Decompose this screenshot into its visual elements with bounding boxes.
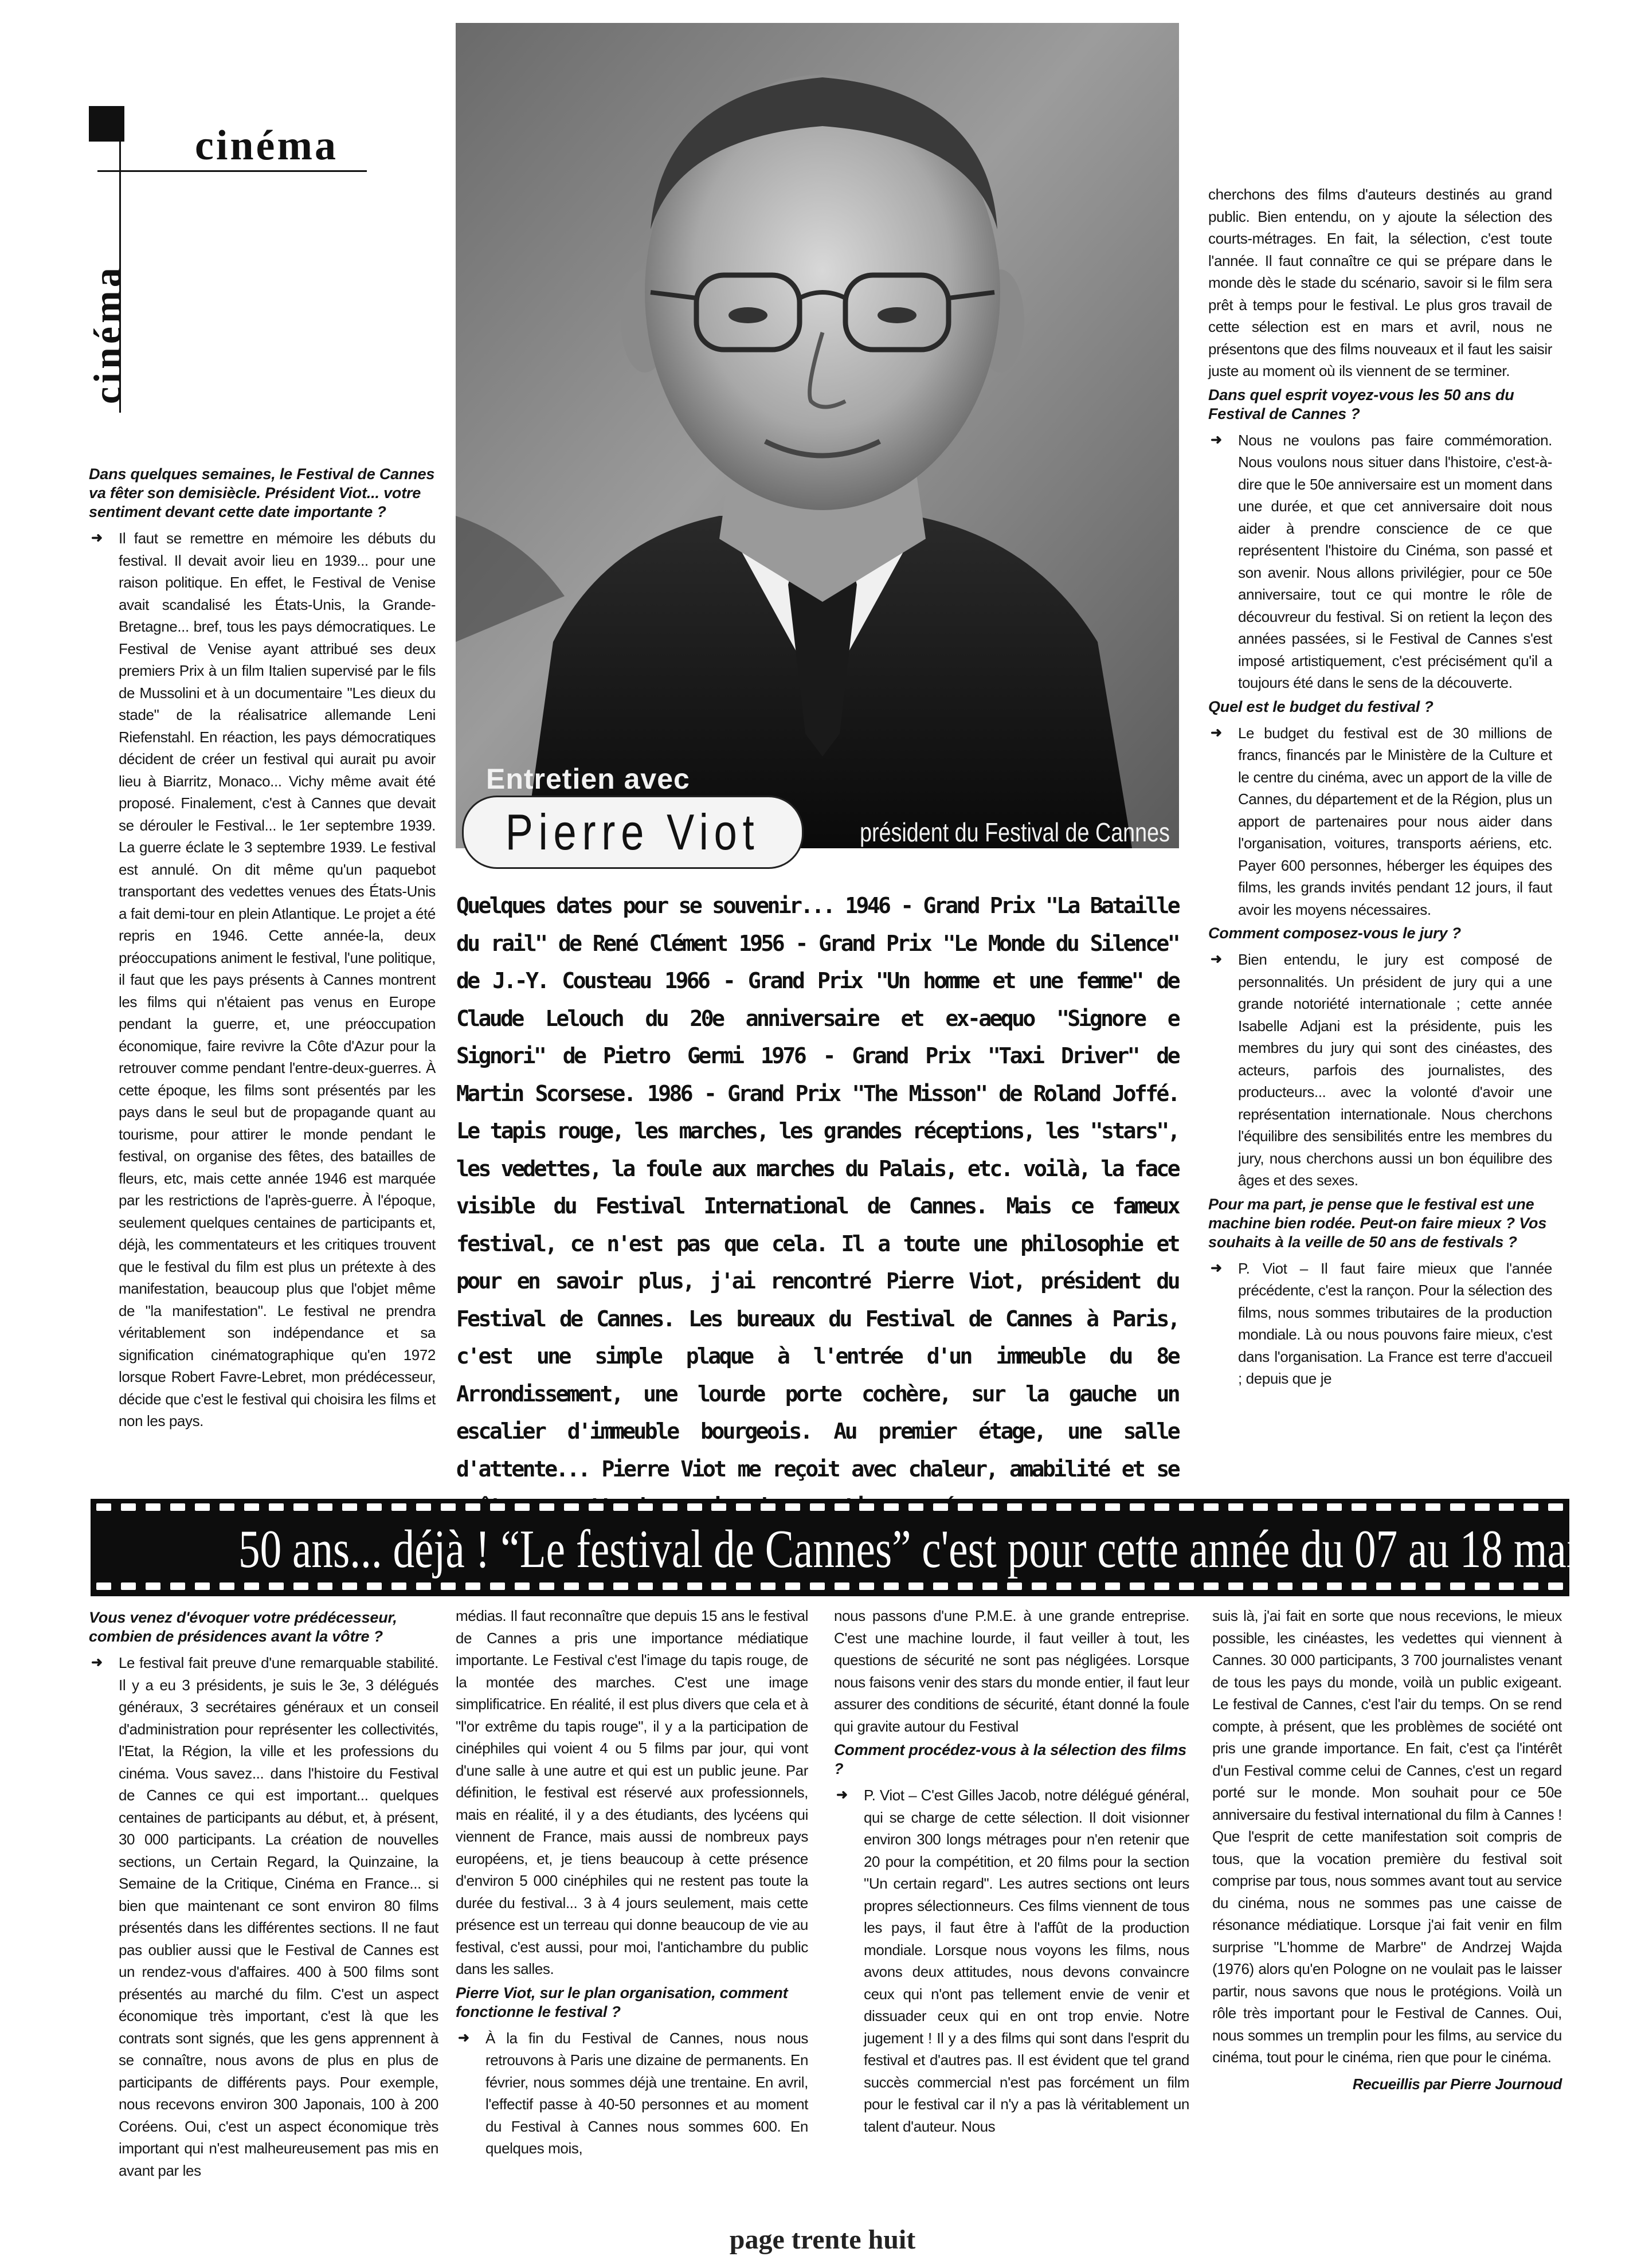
perforation-hole	[810, 1582, 825, 1590]
perforation-hole	[1327, 1582, 1342, 1590]
interviewee-role: président du Festival de Cannes	[860, 817, 1170, 847]
perforation-hole	[1081, 1503, 1096, 1511]
answer-text: P. Viot – Il faut faire mieux que l'année précédente, c'est la rançon. Pour la sélection des films, nous sommes tributaires de la production mondiale. Là ou nous pouvons faire mieux, c'est dans l'organisation. La France est terre d'accueil ; depuis que je	[1238, 1259, 1552, 1387]
perforation-hole	[121, 1503, 136, 1511]
headline-text: 50 ans... déjà ! “Le festival de Cannes” c'est pour cette année du 07 au 18 mai	[238, 1519, 1579, 1579]
film-perforation-top	[91, 1503, 1569, 1514]
perforation-hole	[1228, 1503, 1243, 1511]
perforation-hole	[244, 1503, 259, 1511]
perforation-hole	[933, 1582, 948, 1590]
answer-text: P. Viot – C'est Gilles Jacob, notre délégué général, qui se charge de cette sélection. Il doit visionner environ 300 longs métrages pour n'en retenir que 20 pour la compétition, et 20 films pour la section "Un certain regard". Les autres sections ont leurs propres sélectionneurs. Ces films viennent de tous les pays, il faut être à l'affût de la production mondiale. Lorsque nous voyons les films, nous avons deux attitudes, nous devons convaincre ceux qui n'ont pas tellement envie de venir et dissuader ceux qui en ont trop envie. Notre jugement ! Il y a des films qui sont dans l'esprit du festival et d'autres pas. Il est évident que tel grand succès commercial n'est pas forcément un film pour le festival car il n'y a pas là véritablement un talent d'auteur. Nous	[864, 1787, 1189, 2135]
perforation-hole	[1401, 1582, 1416, 1590]
perforation-hole	[1007, 1503, 1022, 1511]
interviewee-name-pill	[462, 796, 804, 869]
perforation-hole	[1253, 1582, 1268, 1590]
perforation-hole	[1425, 1503, 1440, 1511]
perforation-hole	[589, 1582, 604, 1590]
perforation-hole	[663, 1582, 677, 1590]
bottom-column-2	[456, 1605, 808, 2160]
perforation-hole	[465, 1503, 480, 1511]
perforation-hole	[785, 1582, 800, 1590]
arrow-icon: ➜	[1211, 724, 1222, 741]
portrait-illustration	[456, 23, 1179, 848]
perforation-hole	[391, 1503, 406, 1511]
perforation-hole	[1499, 1503, 1514, 1511]
perforation-hole	[170, 1582, 185, 1590]
perforation-hole	[859, 1503, 874, 1511]
perforation-hole	[1450, 1582, 1465, 1590]
perforation-hole	[96, 1582, 111, 1590]
answer	[1208, 1258, 1552, 1390]
section-logo-word: cinéma	[195, 122, 339, 169]
perforation-hole	[884, 1582, 899, 1590]
answer-text: À la fin du Festival de Cannes, nous nous retrouvons à Paris une dizaine de permanents. En février, nous sommes déjà une trentaine. En avril, l'effectif passe à 40-50 personnes et au moment du Festival à Cannes nous sommes 600. En quelques mois,	[485, 2029, 808, 2157]
perforation-hole	[687, 1582, 702, 1590]
question: Comment composez-vous le jury ?	[1208, 925, 1461, 942]
perforation-hole	[687, 1503, 702, 1511]
perforation-hole	[342, 1503, 357, 1511]
portrait-photo	[456, 23, 1179, 848]
answer	[456, 2027, 808, 2160]
perforation-hole	[220, 1503, 234, 1511]
perforation-hole	[465, 1582, 480, 1590]
perforation-hole	[1376, 1503, 1391, 1511]
perforation-hole	[1302, 1582, 1317, 1590]
question: Pierre Viot, sur le plan organisation, comment fonctionne le festival ?	[456, 1984, 788, 2020]
perforation-hole	[318, 1582, 332, 1590]
headline-banner	[91, 1499, 1579, 1596]
signature: Recueillis par Pierre Journoud	[1352, 2075, 1562, 2093]
perforation-hole	[933, 1503, 948, 1511]
arrow-icon: ➜	[1211, 951, 1222, 967]
perforation-hole	[318, 1503, 332, 1511]
perforation-hole	[908, 1503, 923, 1511]
question: Comment procédez-vous à la sélection des films ?	[834, 1741, 1186, 1777]
perforation-hole	[982, 1582, 997, 1590]
answer	[89, 527, 436, 1432]
left-column	[89, 461, 436, 1432]
perforation-hole	[1154, 1582, 1169, 1590]
perforation-hole	[761, 1582, 775, 1590]
perforation-hole	[96, 1503, 111, 1511]
intro-paragraph: Quelques dates pour se souvenir... 1946 - Grand Prix "La Bataille du rail" de René Clément 1956 - Grand Prix "Le Monde du Silence" de J.-Y. Cousteau 1966 - Grand Prix "Un homme et une femme" de Claude Lelouch du 20e anniversaire et ex-aequo "Signore e Signori" de Pietro Germi 1976 - Grand Prix "Taxi Driver" de Martin Scorsese. 1986 - Grand Prix "The Misson" de Roland Joffé. Le tapis rouge, les marches, les grandes réceptions, les "stars", les vedettes, la foule aux marches du Palais, etc. voilà, la face visible du Festival International de Cannes. Mais ce fameux festival, ce n'est pas que cela. Il a toute une philosophie et pour en savoir plus, j'ai rencontré Pierre Viot, président du Festival de Cannes. Les bureaux du Festival de Cannes à Paris, c'est une simple plaque à l'entrée d'un immeuble du 8e Arrondissement, une lourde porte cochère, sur la gauche un escalier d'immeuble bourgeois. Au premier étage, une salle d'attente... Pierre Viot me reçoit avec chaleur, amabilité et se	[456, 893, 1178, 1482]
perforation-hole	[1523, 1582, 1538, 1590]
perforation-hole	[146, 1582, 160, 1590]
perforation-hole	[391, 1582, 406, 1590]
answer	[1208, 722, 1552, 921]
perforation-hole	[589, 1503, 604, 1511]
perforation-hole	[367, 1582, 382, 1590]
perforation-hole	[1204, 1503, 1219, 1511]
interview-label: Entretien avec	[486, 763, 690, 795]
perforation-hole	[490, 1503, 505, 1511]
question: Vous venez d'évoquer votre prédécesseur, combien de présidences avant la vôtre ?	[89, 1609, 397, 1645]
answer-text: Il faut se remettre en mémoire les débuts du festival. Il devait avoir lieu en 1939... pour une raison politique. En effet, le Festival de Venise avait scandalisé les États-Unis, la Grande-Bretagne... bref, tous les pays démocratiques. Le Festival de Venise ayant attribué ses deux premiers Prix à un film Italien supervisé par le fils de Mussolini et à un documentaire "Les dieux du stade" de la réalisatrice allemande Leni Riefenstahl. En réaction, les pays démocratiques décident de créer un festival qui aurait pu avoir lieu à Biarritz, Monaco... Vichy même avait été proposé. Finalement, c'est à Cannes que devait se dérouler le Festival... le 1er septembre 1939. La guerre éclate le 3 septembre 1939. Le festival est annulé. On dit même qu'un paquebot transportant des vedettes venues des États-Unis a fait demi-tour en plein Atlantique. Le projet a été repris en 1946. Cette année-la, deux préoccupations animent le festival, l'une politique, il faut que les pays présents à Cannes montrent les films qui n'étaient pas venus en Europe pendant la guerre, et, une préoccupation économique, faire revivre la Côte d'Azur pour la retrouver comme pendant l'entre-deux-guerres. À cette époque, les films sont présentés par les pays dans le seul but de propagande quant au tourisme, pour attirer le monde pendant le festival, on organise des fêtes, des batailles de fleurs, etc, mais cette année 1946 est marquée par les restrictions de l'après-guerre. À l'époque, seulement quelques centaines de participants et, déjà, les commentateurs et les critiques trouvent que le festival du film est plus un prétexte à des manifestation, beaucoup plus que l'objet même de "la manifestation". Le festival ne prendra véritablement son indépendance et sa signification cinématographique qu'en 1972 lorsque Robert Favre-Lebret, mon prédécesseur, décide que c'est le festival qui choisira les films et non les pays.	[119, 530, 436, 1429]
perforation-hole	[220, 1582, 234, 1590]
arrow-icon: ➜	[91, 1655, 103, 1670]
perforation-hole	[564, 1503, 579, 1511]
perforation-hole	[342, 1582, 357, 1590]
perforation-hole	[1278, 1503, 1292, 1511]
perforation-hole	[564, 1582, 579, 1590]
interviewee-name: Pierre Viot	[506, 804, 760, 860]
perforation-hole	[121, 1582, 136, 1590]
perforation-hole	[1548, 1582, 1563, 1590]
perforation-hole	[1081, 1582, 1096, 1590]
perforation-hole	[1228, 1582, 1243, 1590]
arrow-icon: ➜	[1211, 1260, 1222, 1276]
perforation-hole	[1056, 1582, 1071, 1590]
answer-text: Le budget du festival est de 30 millions de francs, financés par le Ministère de la Culture et le centre du cinéma, avec un apport de la ville de Cannes, du département et de la Région, plus un apport de partenaires pour nous aider dans l'organisation, voitures, transports aériens, etc. Payer 600 personnes, héberger les équipes des films, les grands invités pendant 12 jours, il faut avoir les moyens nécessaires.	[1238, 724, 1552, 918]
perforation-hole	[1475, 1582, 1490, 1590]
perforation-hole	[1376, 1582, 1391, 1590]
perforation-hole	[1475, 1503, 1490, 1511]
perforation-hole	[539, 1503, 554, 1511]
perforation-hole	[1056, 1503, 1071, 1511]
perforation-hole	[367, 1503, 382, 1511]
perforation-hole	[1032, 1582, 1047, 1590]
perforation-hole	[884, 1503, 899, 1511]
question: Dans quelques semaines, le Festival de Cannes va fêter son demisiècle. Président Viot... votre sentiment devant cette date importante ?	[89, 465, 435, 520]
answer-text: Bien entendu, le jury est composé de personnalités. Un président de jury qui a une grande notoriété internationale ; cette année Isabelle Adjani est la présidente, puis les membres du jury qui sont des cinéastes, des acteurs, parfois des journalistes, des producteurs... avec la volonté d'avoir une représentation internationale. Nous cherchons l'équilibre des sensibilités entre les membres du jury, nous cherchons aussi un bon équilibre des âges et des sexes.	[1238, 951, 1552, 1189]
perforation-hole	[859, 1582, 874, 1590]
answer-text: Le festival fait preuve d'une remarquable stabilité. Il y a eu 3 présidents, je suis le 3e, 3 délégués généraux, 3 secrétaires généraux et un conseil d'administration pour représenter les collectivités, l'Etat, la Région, la ville et les professions du cinéma. Vous savez... dans l'histoire du Festival de Cannes ce qui est important... quelques centaines de participants au début, et, à présent, 30 000 participants. La création de nouvelles sections, un Certain Regard, la Quinzaine, la Semaine de la Critique, Cinéma en France... si bien que maintenant ce sont environ 80 films présentés dans les différentes sections. Il ne faut pas oublier aussi que le Festival de Cannes est un rendez-vous d'affaires. 400 à 500 films sont présentés au marché du film. C'est un aspect économique très important, c'est là que les contrats sont signés, que les gens apprennent à se connaître, nous avons de plus en plus de participants de différents pays. Pour exemple, nous recevons environ 300 Japonais, 100 à 200 Coréens. Oui, c'est un aspect économique très important qui n'est malheureusement pas mis en avant par les	[119, 1654, 438, 2179]
perforation-hole	[1425, 1582, 1440, 1590]
continued-text: cherchons des films d'auteurs destinés au grand public. Bien entendu, on y ajoute la sélection des courts-métrages. En fait, la sélection, c'est toute l'année. Il faut connaître ce qui se prépare dans le monde dès le stade du scénario, savoir si le film sera prêt à temps pour le festival. Le plus gros travail de cette sélection est en mars et avril, nous ne présentons que des films nouveaux et il faut les saisir juste au moment où ils viennent de se terminer.	[1208, 186, 1552, 379]
perforation-hole	[195, 1503, 210, 1511]
perforation-hole	[736, 1503, 751, 1511]
logo-horizontal-rule	[97, 170, 367, 172]
perforation-hole	[269, 1503, 284, 1511]
perforation-hole	[1204, 1582, 1219, 1590]
bottom-column-4	[1212, 1605, 1562, 2095]
perforation-hole	[1401, 1503, 1416, 1511]
perforation-hole	[1179, 1503, 1194, 1511]
perforation-hole	[958, 1503, 973, 1511]
answer	[1208, 429, 1552, 694]
perforation-hole	[1352, 1582, 1366, 1590]
perforation-hole	[170, 1503, 185, 1511]
perforation-hole	[761, 1503, 775, 1511]
continued-text: nous passons d'une P.M.E. à une grande entreprise. C'est une machine lourde, il faut veiller à tout, les questions de sécurité ne sont pas négligées. Lorsque nous faisons venir des stars du monde entier, il faut leur assurer des conditions de sécurité, étant donné la foule qui gravite autour du Festival	[834, 1607, 1189, 1735]
perforation-hole	[1523, 1503, 1538, 1511]
perforation-hole	[736, 1582, 751, 1590]
perforation-hole	[613, 1582, 628, 1590]
perforation-hole	[1179, 1582, 1194, 1590]
perforation-hole	[244, 1582, 259, 1590]
perforation-hole	[146, 1503, 160, 1511]
perforation-hole	[293, 1582, 308, 1590]
page-number: page trente huit	[729, 2224, 916, 2255]
film-perforation-bottom	[91, 1582, 1569, 1593]
perforation-hole	[1450, 1503, 1465, 1511]
perforation-hole	[810, 1503, 825, 1511]
perforation-hole	[711, 1503, 726, 1511]
perforation-hole	[1154, 1503, 1169, 1511]
bottom-column-1	[89, 1605, 438, 2181]
perforation-hole	[958, 1582, 973, 1590]
perforation-hole	[982, 1503, 997, 1511]
answer	[1208, 949, 1552, 1192]
perforation-hole	[785, 1503, 800, 1511]
perforation-hole	[441, 1582, 456, 1590]
arrow-icon: ➜	[836, 1787, 848, 1803]
answer-text: Nous ne voulons pas faire commémoration. Nous voulons nous situer dans l'histoire, c'est-à-dire que le 50e anniversaire est un moment dans une durée, et que cet anniversaire doit nous aider à prendre conscience de ce que représentent l'histoire du Cinéma, son passé et son avenir. Nous allons privilégier, pour ce 50e anniversaire, tout ce qui montre le rôle de découvreur du festival. Si on retient la leçon des années passées, si le Festival de Cannes s'est imposé artistiquement, c'est précisément qu'il a toujours été dans le sens de la découverte.	[1238, 431, 1552, 691]
arrow-icon: ➜	[91, 530, 103, 546]
perforation-hole	[416, 1582, 431, 1590]
perforation-hole	[441, 1503, 456, 1511]
perforation-hole	[1548, 1503, 1563, 1511]
perforation-hole	[1253, 1503, 1268, 1511]
continued-text: médias. Il faut reconnaître que depuis 15 ans le festival de Cannes a pris une importance médiatique importante. Le Festival c'est l'image du tapis rouge, de la montée des marches. C'est une image simplificatrice. En réalité, il est plus divers que cela et à "l'or extrême du tapis rouge", il y a la participation de cinéphiles qui voient 4 ou 5 films par jour, qui vont d'une salle à une autre et qui est un public jeune. Par définition, le festival est réservé aux professionnels, mais en réalité, il y a des étudiants, des lycéens qui viennent de France, mais aussi de nombreux pays européens, et, je tiens beaucoup à cette présence d'environ 5 000 cinéphiles qui ne restent pas toute la durée du festival... 3 à 4 jours seulement, mais cette présence est un terreau qui donne beaucoup de vie au festival, c'est aussi, pour moi, l'antichambre du public dans les salles.	[456, 1607, 808, 1977]
perforation-hole	[293, 1503, 308, 1511]
perforation-hole	[1130, 1582, 1145, 1590]
answer	[89, 1652, 438, 2181]
continued-text: suis là, j'ai fait en sorte que nous recevions, le mieux possible, les cinéastes, les vedettes qui viennent à Cannes. 30 000 participants, 3 700 journalistes venant de tous les pays du monde, voilà un public exigeant. Le festival de Cannes, c'est l'air du temps. On se rend compte, à présent, que les problèmes de société ont pris une grande importance. En fait, c'est ça l'intérêt d'un Festival comme celui de Cannes, c'est un regard porté sur le monde. Mon souhait pour ce 50e anniversaire du festival international du film à Cannes ! Que l'esprit de cette manifestation soit compris de tous, que la vocation première du festival soit comprise par tous, nous sommes avant tout au service du cinéma, nous ne sommes pas une caisse de résonance médiatique. Lorsque j'ai fait venir en film surprise "L'homme de Marbre" de Andrzej Wajda (1976) alors qu'en Pologne on ne voulait pas le laisser partir, nous savons que nous le protégions. Voilà un rôle très important pour le Festival de Cannes. Oui, nous sommes un tremplin pour les films, au service du cinéma, tout pour le cinéma, rien que pour le cinéma.	[1212, 1607, 1562, 2066]
perforation-hole	[1302, 1503, 1317, 1511]
perforation-hole	[490, 1582, 505, 1590]
perforation-hole	[638, 1503, 653, 1511]
perforation-hole	[835, 1503, 849, 1511]
arrow-icon: ➜	[458, 2030, 469, 2046]
perforation-hole	[613, 1503, 628, 1511]
question: Pour ma part, je pense que le festival est une machine bien rodée. Peut-on faire mieux ? Vos souhaits à la veille de 50 ans de festivals ?	[1208, 1195, 1547, 1251]
perforation-hole	[515, 1503, 530, 1511]
perforation-hole	[663, 1503, 677, 1511]
question: Quel est le budget du festival ?	[1208, 698, 1433, 715]
perforation-hole	[1105, 1503, 1120, 1511]
perforation-hole	[908, 1582, 923, 1590]
perforation-hole	[1278, 1582, 1292, 1590]
perforation-hole	[416, 1503, 431, 1511]
perforation-hole	[638, 1582, 653, 1590]
perforation-hole	[835, 1582, 849, 1590]
perforation-hole	[539, 1582, 554, 1590]
perforation-hole	[1352, 1503, 1366, 1511]
arrow-icon: ➜	[1211, 432, 1222, 448]
perforation-hole	[195, 1582, 210, 1590]
perforation-hole	[1327, 1503, 1342, 1511]
perforation-hole	[711, 1582, 726, 1590]
right-column	[1208, 183, 1552, 1390]
perforation-hole	[1032, 1503, 1047, 1511]
perforation-hole	[1007, 1582, 1022, 1590]
perforation-hole	[269, 1582, 284, 1590]
perforation-hole	[1105, 1582, 1120, 1590]
question: Dans quel esprit voyez-vous les 50 ans du Festival de Cannes ?	[1208, 386, 1514, 422]
bottom-column-3	[834, 1605, 1189, 2137]
perforation-hole	[1499, 1582, 1514, 1590]
perforation-hole	[515, 1582, 530, 1590]
section-logo-vertical-word: cinéma	[85, 264, 129, 404]
perforation-hole	[1130, 1503, 1145, 1511]
answer	[834, 1784, 1189, 2137]
